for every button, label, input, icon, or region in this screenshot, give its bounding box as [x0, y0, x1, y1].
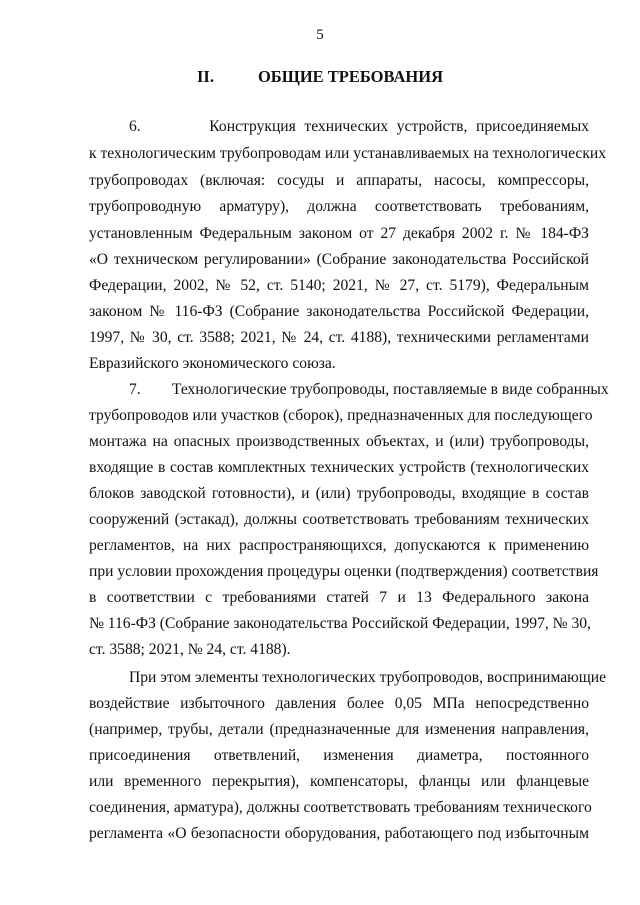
- text-line: при условии прохождения процедуры оценки (подтверждения) соответствия: [89, 563, 599, 580]
- text-line: трубопроводах (включая: сосуды и аппараты, насосы, компрессоры,: [89, 172, 589, 189]
- text-line: При этом элементы технологических трубопроводов, воспринимающие: [129, 669, 607, 686]
- text-line: (например, трубы, детали (предназначенные для изменения направления,: [89, 721, 589, 738]
- text-line: трубопроводную арматуру), должна соответствовать требованиям,: [89, 198, 589, 215]
- text-line: регламента «О безопасности оборудования, работающего под избыточным: [89, 825, 589, 842]
- text-line: Евразийского экономического союза.: [89, 355, 336, 372]
- text-line: к технологическим трубопроводам или устанавливаемых на технологических: [89, 145, 607, 162]
- text-line: ст. 3588; 2021, № 24, ст. 4188).: [89, 641, 291, 658]
- text-line: 1997, № 30, ст. 3588; 2021, № 24, ст. 4188), техническими регламентами: [89, 329, 589, 346]
- text-line: установленным Федеральным законом от 27 декабря 2002 г. № 184-ФЗ: [89, 225, 589, 242]
- text-line: сооружений (эстакад), должны соответствовать требованиям технических: [89, 511, 589, 528]
- text-line: входящие в состав комплектных технических устройств (технологических: [89, 459, 589, 476]
- text-line: законом № 116-ФЗ (Собрание законодательства Российской Федерации,: [89, 303, 589, 320]
- text-line: монтажа на опасных производственных объектах, и (или) трубопроводы,: [89, 433, 589, 450]
- page-number: 5: [316, 27, 324, 43]
- text-line: Федерации, 2002, № 52, ст. 5140; 2021, № 27, ст. 5179), Федеральным: [89, 277, 589, 294]
- text-line: 6. Конструкция технических устройств, присоединяемых: [129, 118, 589, 135]
- text-line: или временного перекрытия), компенсаторы, фланцы или фланцевые: [89, 773, 589, 790]
- text-line: блоков заводской готовности), и (или) трубопроводы, входящие в состав: [89, 485, 589, 502]
- section-title: ОБЩИЕ ТРЕБОВАНИЯ: [257, 67, 443, 86]
- text-line: «О техническом регулировании» (Собрание законодательства Российской: [89, 251, 589, 268]
- text-line: 7. Технологические трубопроводы, поставляемые в виде собранных: [129, 381, 609, 398]
- text-line: № 116-ФЗ (Собрание законодательства Российской Федерации, 1997, № 30,: [89, 615, 591, 632]
- text-line: воздействие избыточного давления более 0,05 МПа непосредственно: [89, 695, 589, 712]
- text-line: трубопроводов или участков (сборок), предназначенных для последующего: [89, 407, 593, 424]
- text-line: соединения, арматура), должны соответствовать требованиям технического: [89, 799, 592, 816]
- section-number: II.: [197, 67, 214, 86]
- text-line: присоединения ответвлений, изменения диаметра, постоянного: [89, 747, 589, 764]
- text-line: в соответствии с требованиями статей 7 и 13 Федерального закона: [89, 589, 589, 606]
- text-line: регламентов, на них распространяющихся, допускаются к применению: [89, 537, 589, 554]
- section-heading: [0, 67, 640, 87]
